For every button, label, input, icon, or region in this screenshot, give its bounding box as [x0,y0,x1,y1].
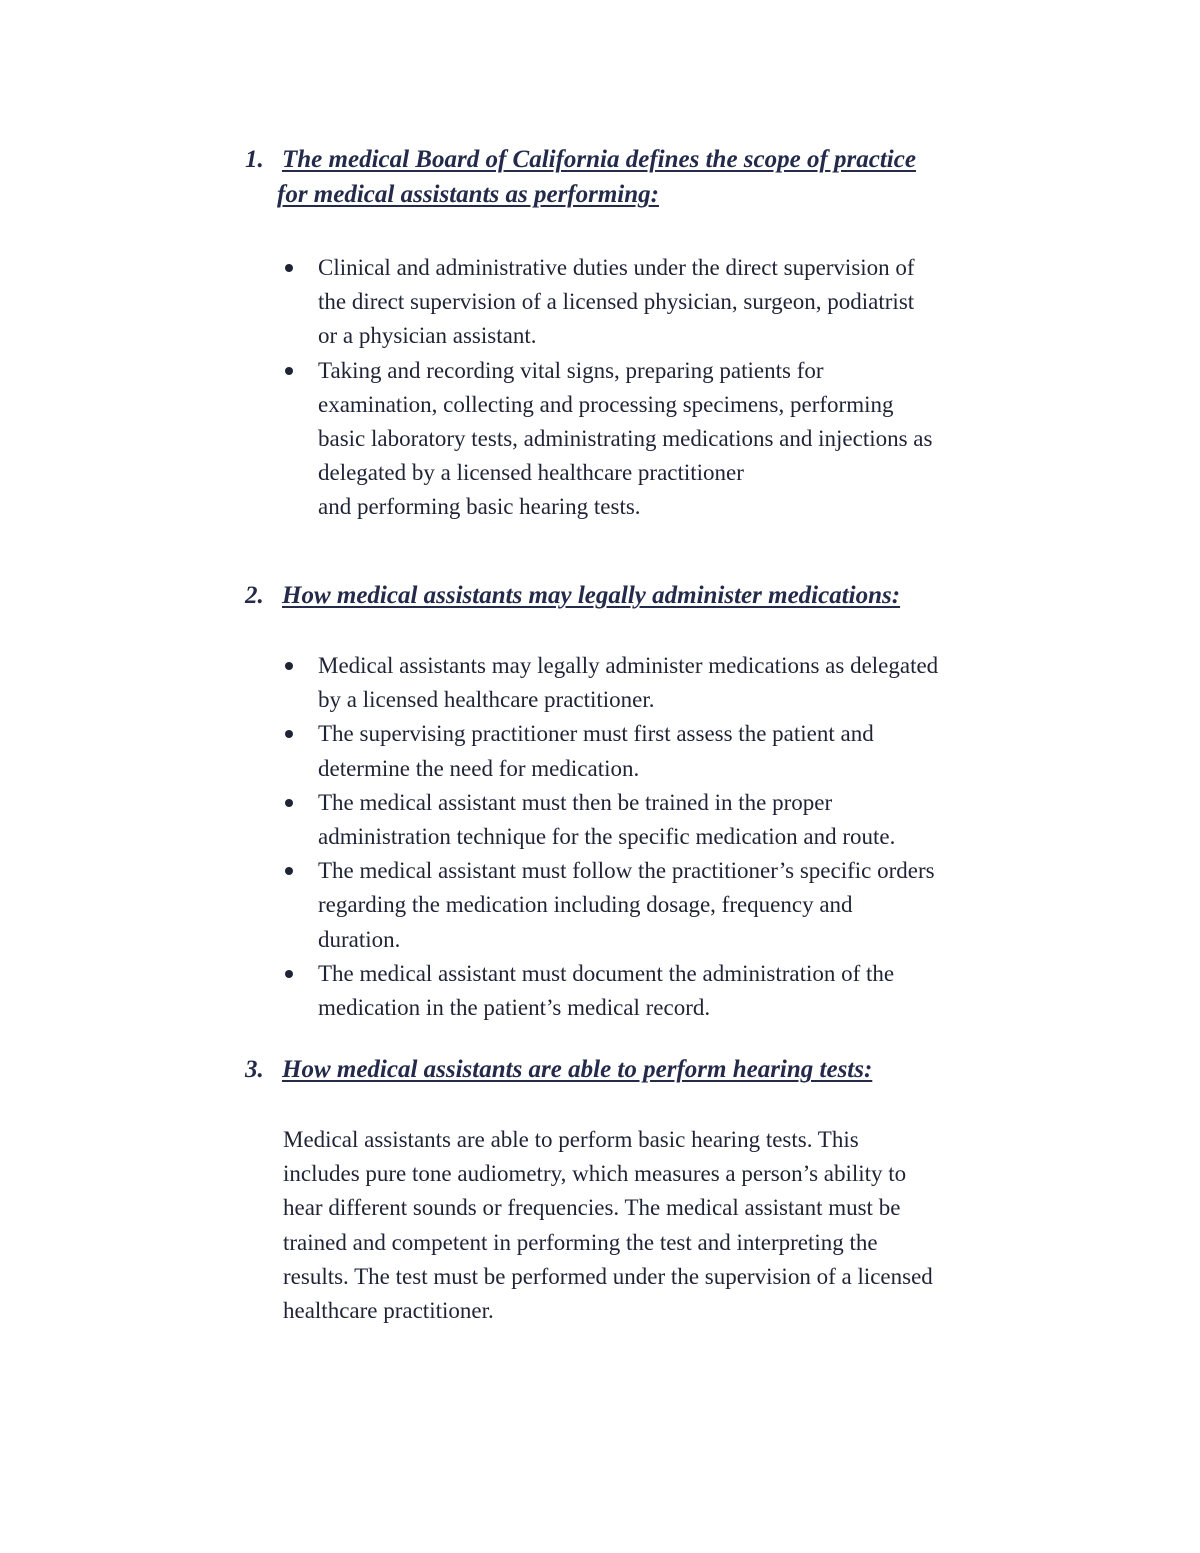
list-item [318,957,1078,1025]
list-item-line: Taking and recording vital signs, preparing patients for [318,357,824,383]
list-item-line: or a physician assistant. [318,323,537,349]
list-item-line: regarding the medication including dosage, frequency and [318,892,853,918]
heading-line: for medical assistants as performing: [277,181,659,208]
list-item-line: Clinical and administrative duties under the direct supervision of [318,255,915,280]
list-item-line: by a licensed healthcare practitioner. [318,687,655,713]
list-item-line: medication in the patient’s medical record. [318,995,711,1021]
list-item-line: administration technique for the specific medication and route. [318,824,896,850]
list-item-line: The medical assistant must then be trained in the proper [318,789,833,815]
paragraph-line: trained and competent in performing the test and interpreting the [283,1229,878,1255]
paragraph-line: Medical assistants are able to perform basic hearing tests. This [283,1127,859,1152]
list-item-line: the direct supervision of a licensed physician, surgeon, podiatrist [318,289,915,315]
section-1-bullet-list [318,251,1078,525]
list-item-line: The supervising practitioner must first assess the patient and [318,721,874,747]
list-item-line: The medical assistant must follow the practitioner’s specific orders [318,858,935,884]
section-1-heading [245,142,916,212]
list-item-line: examination, collecting and processing specimens, performing [318,391,894,417]
list-item-line: delegated by a licensed healthcare practitioner [318,460,744,486]
section-number: 2. [245,582,264,609]
section-3-heading [245,1052,872,1087]
list-item-line: The medical assistant must document the administration of the [318,960,895,986]
section-2-bullet-list [318,649,1078,1025]
heading-line: How medical assistants are able to perform hearing tests: [282,1056,873,1083]
list-item [318,649,1078,717]
heading-line: The medical Board of California defines the scope of practice [282,146,916,173]
list-item [318,786,1078,854]
list-item-line: Medical assistants may legally administer medications as delegated [318,653,939,678]
heading-line: How medical assistants may legally administer medications: [282,582,901,609]
list-item [318,354,1078,525]
list-item-line: and performing basic hearing tests. [318,494,641,520]
section-number: 1. [245,146,264,173]
list-item-line: duration. [318,926,401,952]
section-2-heading [245,578,900,613]
paragraph-line: results. The test must be performed under the supervision of a licensed [283,1263,933,1289]
list-item-line: basic laboratory tests, administrating medications and injections as [318,426,933,452]
paragraph-line: healthcare practitioner. [283,1298,494,1324]
list-item-line: determine the need for medication. [318,755,640,781]
list-item [318,717,1078,785]
section-3-paragraph [283,1123,1083,1328]
list-item [318,854,1078,957]
section-number: 3. [245,1056,264,1083]
paragraph-line: hear different sounds or frequencies. The medical assistant must be [283,1195,901,1221]
list-item [318,251,1078,354]
paragraph-line: includes pure tone audiometry, which measures a person’s ability to [283,1161,907,1187]
